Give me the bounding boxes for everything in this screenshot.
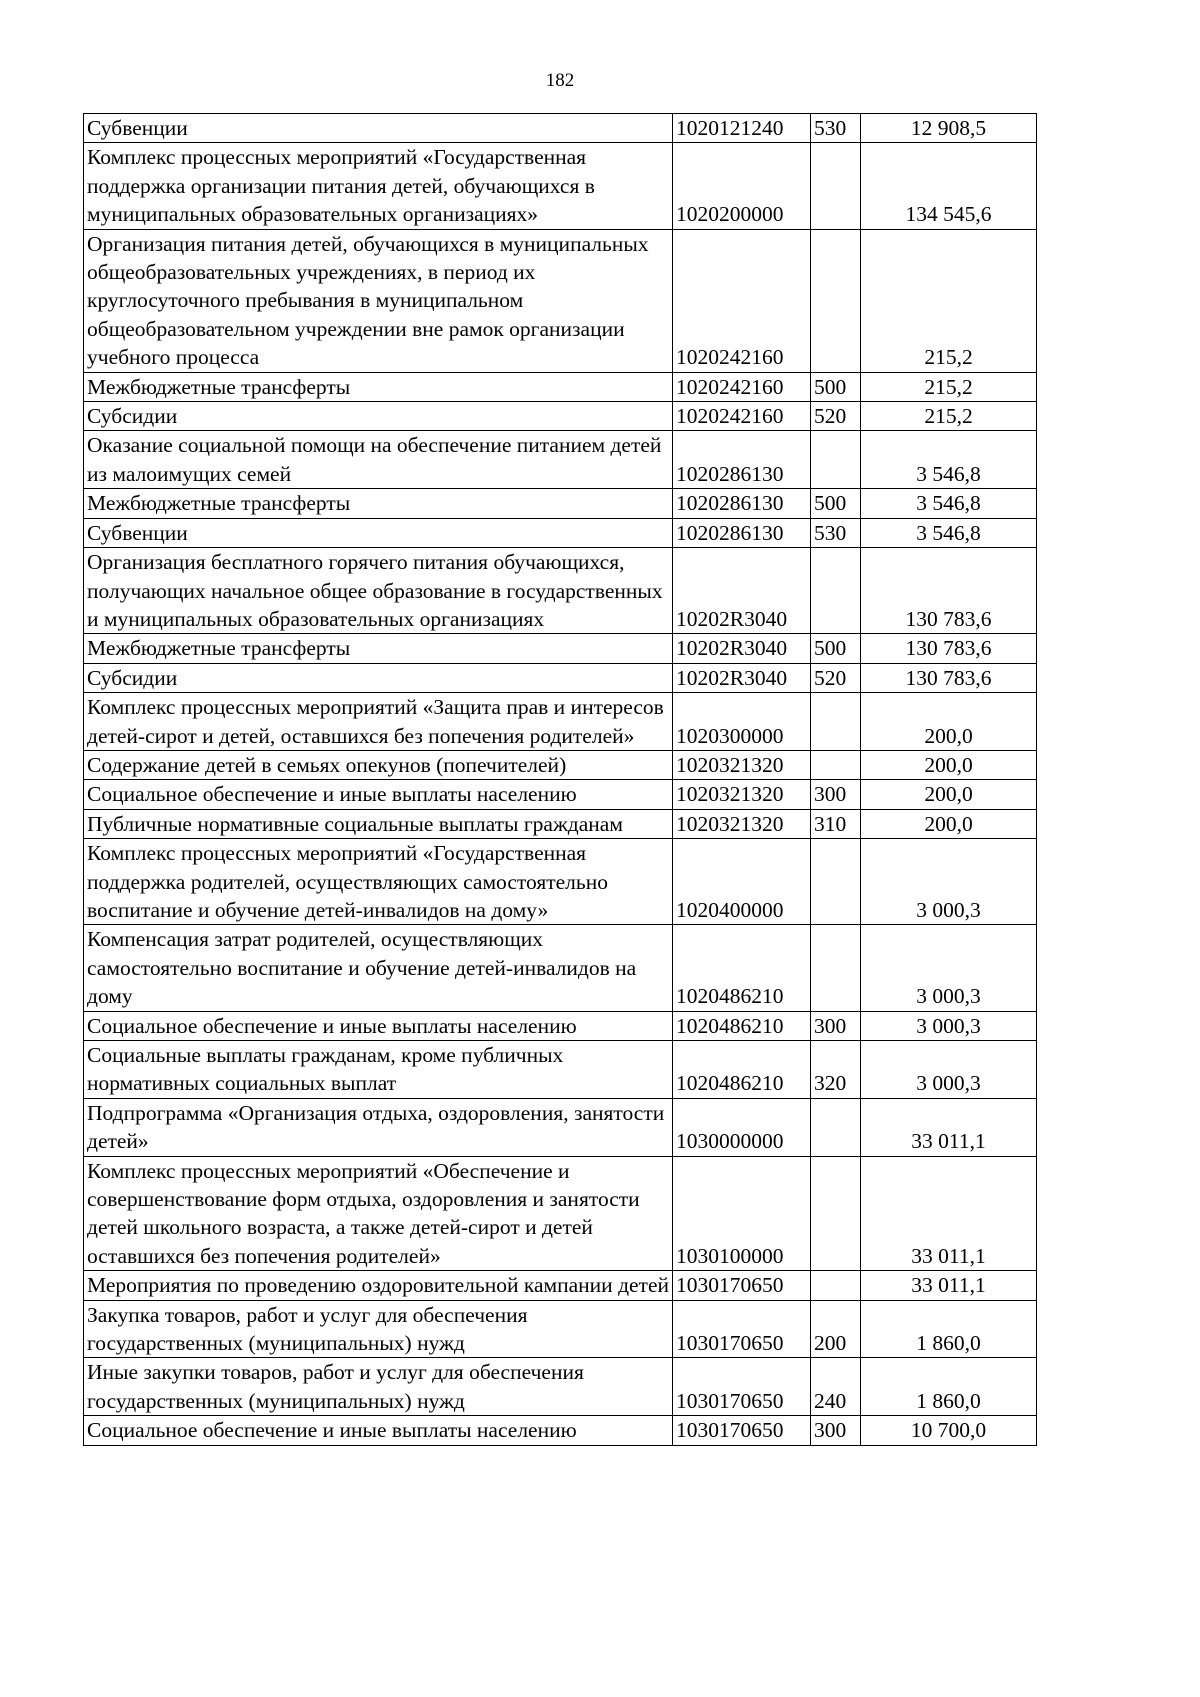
table-row bbox=[84, 750, 1037, 779]
table-row bbox=[84, 1041, 1037, 1099]
row-name: Мероприятия по проведению оздоровительной кампании детей bbox=[84, 1271, 673, 1300]
row-name: Организация бесплатного горячего питания обучающихся, получающих начальное общее образование в государственных и муниципальных образовательных организациях bbox=[84, 548, 673, 634]
table-row bbox=[84, 780, 1037, 809]
row-kind bbox=[811, 548, 861, 634]
row-kind bbox=[811, 1271, 861, 1300]
table-row bbox=[84, 143, 1037, 229]
row-kind: 500 bbox=[811, 372, 861, 401]
row-amount: 33 011,1 bbox=[861, 1156, 1037, 1271]
row-code: 1030000000 bbox=[673, 1098, 811, 1156]
table-row bbox=[84, 1011, 1037, 1040]
row-code: 1020486210 bbox=[673, 1041, 811, 1099]
row-code: 1020121240 bbox=[673, 114, 811, 143]
row-code: 1020200000 bbox=[673, 143, 811, 229]
row-amount: 215,2 bbox=[861, 402, 1037, 431]
row-name: Компенсация затрат родителей, осуществляющих самостоятельно воспитание и обучение детей-инвалидов на дому bbox=[84, 925, 673, 1011]
row-name: Социальное обеспечение и иные выплаты населению bbox=[84, 1011, 673, 1040]
row-name: Содержание детей в семьях опекунов (попечителей) bbox=[84, 750, 673, 779]
row-code: 1030170650 bbox=[673, 1300, 811, 1358]
table-row bbox=[84, 1358, 1037, 1416]
row-kind: 240 bbox=[811, 1358, 861, 1416]
table-row bbox=[84, 372, 1037, 401]
row-kind: 520 bbox=[811, 402, 861, 431]
row-kind bbox=[811, 750, 861, 779]
budget-table-body bbox=[84, 114, 1037, 1446]
row-amount: 134 545,6 bbox=[861, 143, 1037, 229]
table-row bbox=[84, 1416, 1037, 1445]
row-amount: 1 860,0 bbox=[861, 1300, 1037, 1358]
row-amount: 200,0 bbox=[861, 693, 1037, 751]
row-name: Межбюджетные трансферты bbox=[84, 489, 673, 518]
row-amount: 33 011,1 bbox=[861, 1098, 1037, 1156]
row-code: 1030170650 bbox=[673, 1271, 811, 1300]
row-amount: 200,0 bbox=[861, 809, 1037, 838]
row-code: 10202R3040 bbox=[673, 548, 811, 634]
table-row bbox=[84, 693, 1037, 751]
row-amount: 3 000,3 bbox=[861, 925, 1037, 1011]
row-amount: 200,0 bbox=[861, 750, 1037, 779]
row-name: Социальное обеспечение и иные выплаты населению bbox=[84, 1416, 673, 1445]
row-name: Субвенции bbox=[84, 114, 673, 143]
row-kind: 530 bbox=[811, 518, 861, 547]
row-code: 1020400000 bbox=[673, 839, 811, 925]
row-name: Комплекс процессных мероприятий «Обеспечение и совершенствование форм отдыха, оздоровления и занятости детей школьного возраста, а также детей-сирот и детей оставшихся без попечения родителей» bbox=[84, 1156, 673, 1271]
table-row bbox=[84, 431, 1037, 489]
row-amount: 215,2 bbox=[861, 229, 1037, 372]
row-code: 1020242160 bbox=[673, 402, 811, 431]
row-name: Комплекс процессных мероприятий «Государственная поддержка организации питания детей, обучающихся в муниципальных образовательных организациях» bbox=[84, 143, 673, 229]
page-number: 182 bbox=[545, 70, 575, 91]
table-row bbox=[84, 402, 1037, 431]
table-row bbox=[84, 809, 1037, 838]
row-amount: 215,2 bbox=[861, 372, 1037, 401]
table-row bbox=[84, 229, 1037, 372]
row-name: Социальное обеспечение и иные выплаты населению bbox=[84, 780, 673, 809]
row-name: Комплекс процессных мероприятий «Государственная поддержка родителей, осуществляющих самостоятельно воспитание и обучение детей-инвалидов на дому» bbox=[84, 839, 673, 925]
table-row bbox=[84, 114, 1037, 143]
table-row bbox=[84, 489, 1037, 518]
row-name: Субсидии bbox=[84, 663, 673, 692]
row-kind bbox=[811, 1156, 861, 1271]
row-kind: 320 bbox=[811, 1041, 861, 1099]
row-kind: 520 bbox=[811, 663, 861, 692]
row-kind bbox=[811, 925, 861, 1011]
table-row bbox=[84, 1300, 1037, 1358]
row-name: Субсидии bbox=[84, 402, 673, 431]
row-kind bbox=[811, 431, 861, 489]
row-code: 1020286130 bbox=[673, 518, 811, 547]
row-amount: 33 011,1 bbox=[861, 1271, 1037, 1300]
budget-table bbox=[83, 113, 1037, 1446]
row-name: Оказание социальной помощи на обеспечение питанием детей из малоимущих семей bbox=[84, 431, 673, 489]
row-kind: 300 bbox=[811, 1011, 861, 1040]
row-name: Закупка товаров, работ и услуг для обеспечения государственных (муниципальных) нужд bbox=[84, 1300, 673, 1358]
row-amount: 130 783,6 bbox=[861, 634, 1037, 663]
row-amount: 12 908,5 bbox=[861, 114, 1037, 143]
row-code: 1020286130 bbox=[673, 431, 811, 489]
row-amount: 1 860,0 bbox=[861, 1358, 1037, 1416]
table-row bbox=[84, 518, 1037, 547]
row-name: Комплекс процессных мероприятий «Защита прав и интересов детей-сирот и детей, оставшихся без попечения родителей» bbox=[84, 693, 673, 751]
row-kind: 530 bbox=[811, 114, 861, 143]
table-row bbox=[84, 548, 1037, 634]
row-kind bbox=[811, 693, 861, 751]
row-name: Социальные выплаты гражданам, кроме публичных нормативных социальных выплат bbox=[84, 1041, 673, 1099]
row-kind bbox=[811, 229, 861, 372]
row-name: Иные закупки товаров, работ и услуг для обеспечения государственных (муниципальных) нужд bbox=[84, 1358, 673, 1416]
row-code: 1020486210 bbox=[673, 925, 811, 1011]
row-name: Организация питания детей, обучающихся в муниципальных общеобразовательных учреждениях, в период их круглосуточного пребывания в муниципальном общеобразовательном учреждении вне рамок организации учебного процесса bbox=[84, 229, 673, 372]
row-kind bbox=[811, 839, 861, 925]
row-amount: 3 000,3 bbox=[861, 839, 1037, 925]
row-amount: 3 546,8 bbox=[861, 518, 1037, 547]
row-code: 1020242160 bbox=[673, 229, 811, 372]
row-code: 1020286130 bbox=[673, 489, 811, 518]
row-code: 1030170650 bbox=[673, 1358, 811, 1416]
row-code: 1020300000 bbox=[673, 693, 811, 751]
row-code: 1020321320 bbox=[673, 809, 811, 838]
row-amount: 200,0 bbox=[861, 780, 1037, 809]
row-name: Межбюджетные трансферты bbox=[84, 372, 673, 401]
row-name: Подпрограмма «Организация отдыха, оздоровления, занятости детей» bbox=[84, 1098, 673, 1156]
row-kind: 500 bbox=[811, 634, 861, 663]
row-amount: 10 700,0 bbox=[861, 1416, 1037, 1445]
row-amount: 130 783,6 bbox=[861, 663, 1037, 692]
table-row bbox=[84, 1156, 1037, 1271]
row-amount: 3 000,3 bbox=[861, 1041, 1037, 1099]
table-row bbox=[84, 663, 1037, 692]
row-name: Публичные нормативные социальные выплаты гражданам bbox=[84, 809, 673, 838]
table-row bbox=[84, 925, 1037, 1011]
row-code: 10202R3040 bbox=[673, 634, 811, 663]
table-row bbox=[84, 839, 1037, 925]
table-row bbox=[84, 634, 1037, 663]
row-code: 1020321320 bbox=[673, 750, 811, 779]
row-code: 1020321320 bbox=[673, 780, 811, 809]
row-kind bbox=[811, 143, 861, 229]
row-kind: 500 bbox=[811, 489, 861, 518]
row-name: Межбюджетные трансферты bbox=[84, 634, 673, 663]
row-kind: 300 bbox=[811, 780, 861, 809]
row-code: 1020486210 bbox=[673, 1011, 811, 1040]
table-row bbox=[84, 1271, 1037, 1300]
row-code: 1030170650 bbox=[673, 1416, 811, 1445]
row-kind: 200 bbox=[811, 1300, 861, 1358]
row-amount: 3 546,8 bbox=[861, 489, 1037, 518]
row-code: 1020242160 bbox=[673, 372, 811, 401]
row-name: Субвенции bbox=[84, 518, 673, 547]
row-kind: 310 bbox=[811, 809, 861, 838]
row-amount: 3 546,8 bbox=[861, 431, 1037, 489]
row-kind: 300 bbox=[811, 1416, 861, 1445]
row-code: 1030100000 bbox=[673, 1156, 811, 1271]
row-kind bbox=[811, 1098, 861, 1156]
table-row bbox=[84, 1098, 1037, 1156]
row-amount: 130 783,6 bbox=[861, 548, 1037, 634]
row-code: 10202R3040 bbox=[673, 663, 811, 692]
row-amount: 3 000,3 bbox=[861, 1011, 1037, 1040]
